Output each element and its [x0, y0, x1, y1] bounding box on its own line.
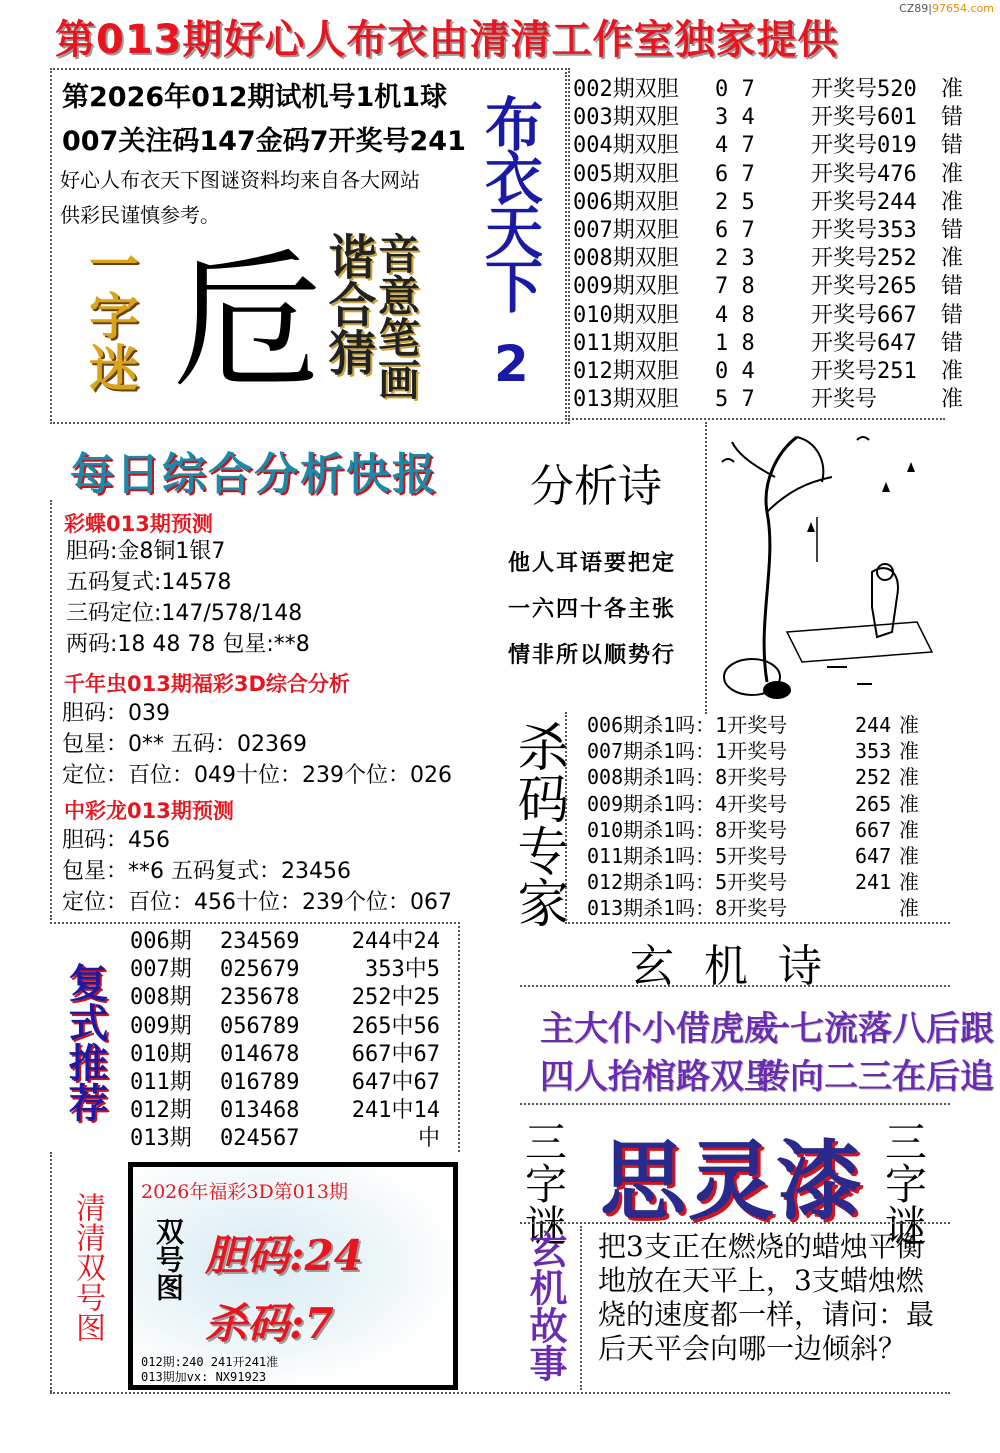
- shuangdan-issue: 004期双胆: [573, 133, 679, 159]
- shuangdan-result: 开奖号019: [811, 133, 917, 159]
- shuangdan-issue: 002期双胆: [573, 77, 679, 102]
- shuangdan-row: [573, 189, 963, 217]
- riddle-hint-col-2: 音意笔画: [372, 232, 421, 400]
- fushi-result: 667中67: [351, 1041, 440, 1067]
- shuangdan-mark: 准: [941, 161, 964, 187]
- shuangdan-result: 开奖号647: [811, 330, 917, 356]
- qingqing-label: 清清双号图: [70, 1192, 105, 1342]
- shuangdan-table: [565, 72, 964, 420]
- fushi-row: [130, 1125, 440, 1153]
- daily-report-banner: 每日综合分析快报: [70, 449, 438, 500]
- watermark-domain: 97654.com: [932, 2, 994, 15]
- shuangdan-issue: 008期双胆: [573, 246, 679, 272]
- zhongcai-line-3: 定位：百位：456十位：239个位：067: [62, 890, 452, 915]
- shama-mark: 准: [899, 765, 919, 790]
- shama-row: [587, 764, 919, 790]
- shuangdan-digits: 1 8: [715, 330, 755, 356]
- shuangdan-mark: 准: [941, 359, 964, 385]
- xuanji-line-1b: 一七流落八后跟: [756, 1009, 994, 1049]
- shuangdan-issue: 011期双胆: [573, 330, 679, 356]
- shuangdan-issue: 013期双胆: [573, 387, 679, 413]
- shuangdan-row: [573, 358, 963, 386]
- shuangdan-result: 开奖号265: [811, 274, 917, 300]
- shama-row: [587, 895, 919, 921]
- shuangdan-mark: 准: [941, 246, 964, 272]
- shuangdan-row: [573, 217, 963, 245]
- shuangdan-issue: 009期双胆: [573, 274, 679, 300]
- shuangdan-digits: 4 8: [715, 302, 755, 328]
- tree-figure-drawing: [707, 422, 947, 712]
- fushi-issue: 007期: [130, 957, 192, 983]
- shuangdan-mark: 错: [941, 302, 964, 328]
- shama-mark: 准: [899, 844, 919, 869]
- shama-issue: 013期杀1吗：8开奖号: [587, 896, 788, 921]
- shuangdan-row: [573, 132, 963, 160]
- shuangdan-result: 开奖号520: [811, 77, 917, 102]
- poem-title: 分析诗: [530, 461, 662, 512]
- shama-issue: 008期杀1吗：8开奖号: [587, 765, 788, 790]
- zhongcai-title: 中彩龙013期预测: [64, 799, 234, 823]
- shuangdan-mark: 错: [941, 274, 964, 300]
- shama-mark: 准: [899, 896, 919, 921]
- fushi-result: 353中5: [365, 957, 440, 983]
- shuangdan-result: 开奖号: [811, 387, 878, 413]
- fushi-result: 265中56: [351, 1013, 440, 1039]
- fushi-nums: 014678: [220, 1041, 300, 1067]
- shuangdan-row: [573, 386, 963, 414]
- card-dan: 胆码:24: [205, 1231, 363, 1280]
- shuangdan-result: 开奖号476: [811, 161, 917, 187]
- caidie-line-4: 两码:18 48 78 包星:**8: [66, 632, 310, 657]
- riddle-three-chars: 思灵漆: [600, 1132, 864, 1232]
- brand-number: 2: [494, 335, 529, 393]
- fushi-issue: 006期: [130, 929, 192, 954]
- shama-row: [587, 738, 919, 764]
- shuangdan-row: [573, 273, 963, 301]
- caidie-line-3: 三码定位:147/578/148: [66, 601, 303, 626]
- shuangdan-result: 开奖号353: [811, 218, 917, 244]
- shuangdan-mark: 准: [941, 387, 964, 413]
- fushi-nums: 056789: [220, 1013, 300, 1039]
- fushi-issue: 009期: [130, 1013, 192, 1039]
- shama-row: [587, 817, 919, 843]
- intro-note-1: 好心人布衣天下图谜资料均来自各大网站: [60, 168, 420, 192]
- fushi-nums: 016789: [220, 1070, 300, 1096]
- riddle-hint-col-1: 谐合猜: [320, 232, 376, 376]
- site-watermark[interactable]: CZ89|97654.com: [899, 2, 994, 15]
- watermark-cz: CZ89: [899, 2, 929, 15]
- intro-note-2: 供彩民谨慎参考。: [60, 203, 220, 227]
- riddle-one-char: 卮: [172, 236, 323, 410]
- fushi-issue: 011期: [130, 1070, 192, 1096]
- riddle-one-label: 一字迷: [81, 238, 139, 394]
- shama-num: 244: [855, 713, 892, 737]
- shama-row: [587, 791, 919, 817]
- fushi-issue: 008期: [130, 985, 192, 1011]
- shuangdan-result: 开奖号252: [811, 246, 917, 272]
- shuangdan-mark: 错: [941, 133, 964, 159]
- shama-row: [587, 869, 919, 895]
- zhongcai-line-2: 包星：**6 五码复式：23456: [62, 859, 351, 884]
- caidie-line-2: 五码复式:14578: [66, 570, 232, 595]
- shama-mark: 准: [899, 713, 919, 737]
- card-sha: 杀码:7: [205, 1299, 334, 1348]
- shuangdan-result: 开奖号667: [811, 302, 917, 328]
- fushi-row: [130, 984, 440, 1012]
- qiannian-line-1: 胆码：039: [62, 701, 170, 726]
- fushi-nums: 024567: [220, 1126, 300, 1152]
- xuanji-line-2b: 转向二三在后追: [756, 1057, 994, 1097]
- shuangdan-digits: 4 7: [715, 133, 755, 159]
- shuangdan-digits: 3 4: [715, 105, 755, 131]
- fushi-result: 252中25: [351, 985, 440, 1011]
- shuangdan-row: [573, 330, 963, 358]
- page-header: [0, 0, 1000, 66]
- shuangdan-mark: 准: [941, 189, 964, 215]
- shuangdan-mark: 错: [941, 218, 964, 244]
- riddle-three-label-right: 三字谜: [879, 1120, 928, 1246]
- shuangdan-issue: 007期双胆: [573, 218, 679, 244]
- shama-num: 241: [855, 870, 892, 895]
- story-divider: [580, 1226, 585, 1390]
- shama-row: [587, 843, 919, 869]
- shama-issue: 011期杀1吗：5开奖号: [587, 844, 788, 869]
- double-number-card: [128, 1162, 458, 1390]
- fushi-result: 647中67: [351, 1070, 440, 1096]
- shuangdan-digits: 6 7: [715, 161, 755, 187]
- card-foot-1: 012期:240 241开241准: [141, 1355, 279, 1369]
- shama-label: 杀码专家: [508, 720, 568, 928]
- shuangdan-mark: 错: [941, 105, 964, 131]
- shuangdan-result: 开奖号244: [811, 189, 917, 215]
- predictions-panel: [50, 500, 460, 920]
- xuanji-panel: [520, 985, 994, 1105]
- shuangdan-rows: [573, 76, 963, 414]
- shuangdan-digits: 2 3: [715, 246, 755, 272]
- shuangdan-digits: 6 7: [715, 218, 755, 244]
- fushi-issue: 012期: [130, 1098, 192, 1124]
- fushi-panel: [50, 922, 460, 1152]
- shama-mark: 准: [899, 791, 919, 816]
- fushi-row: [130, 928, 440, 956]
- qingqing-panel: [50, 1152, 120, 1392]
- shama-issue: 007期杀1吗：1开奖号: [587, 739, 788, 764]
- shuangdan-issue: 003期双胆: [573, 105, 679, 131]
- poem-line-3: 情非所以顺势行: [508, 643, 677, 668]
- shuangdan-digits: 2 5: [715, 189, 755, 215]
- story-panel: [520, 1222, 950, 1392]
- shama-mark: 准: [899, 739, 919, 764]
- fushi-issue: 013期: [130, 1126, 192, 1152]
- card-side-label: 双号图: [152, 1217, 185, 1301]
- xuanji-line-1a: 主大仆小借虎威: [540, 1009, 778, 1049]
- fushi-nums: 234569: [220, 929, 300, 954]
- shuangdan-row: [573, 302, 963, 330]
- shuangdan-issue: 010期双胆: [573, 302, 679, 328]
- fushi-label: 复式推荐: [62, 962, 108, 1122]
- shuangdan-digits: 0 4: [715, 359, 755, 385]
- xuanji-line-2a: 四人抬棺路双里: [540, 1057, 778, 1097]
- page-title: 第013期好心人布衣由清清工作室独家提供: [55, 17, 839, 63]
- fushi-issue: 010期: [130, 1041, 192, 1067]
- shuangdan-row: [573, 245, 963, 273]
- shuangdan-row: [573, 76, 963, 104]
- shuangdan-result: 开奖号251: [811, 359, 917, 385]
- poem-line-1: 他人耳语要把定: [508, 551, 677, 576]
- riddle-three-label-left: 三字谜: [519, 1120, 568, 1246]
- fushi-row: [130, 956, 440, 984]
- qiannian-title: 千年虫013期福彩3D综合分析: [64, 672, 350, 696]
- shuangdan-digits: 0 7: [715, 77, 755, 102]
- shuangdan-issue: 006期双胆: [573, 189, 679, 215]
- fushi-result: 244中24: [351, 929, 440, 954]
- fushi-nums: 235678: [220, 985, 300, 1011]
- fushi-row: [130, 1097, 440, 1125]
- shama-num: 647: [855, 844, 892, 869]
- shama-table: [565, 712, 950, 924]
- card-header: 2026年福彩3D第013期: [141, 1181, 348, 1203]
- shama-mark: 准: [899, 817, 919, 842]
- shuangdan-result: 开奖号601: [811, 105, 917, 131]
- shuangdan-digits: 7 8: [715, 274, 755, 300]
- brand-vertical-title: 布衣天下: [475, 94, 543, 310]
- shama-issue: 012期杀1吗：5开奖号: [587, 870, 788, 895]
- shama-num: 265: [855, 791, 892, 816]
- fushi-nums: 013468: [220, 1098, 300, 1124]
- story-text: 把3支正在燃烧的蜡烛平衡地放在天平上，3支蜡烛燃烧的速度都一样，请问：最后天平会向哪一边倾斜？: [598, 1230, 935, 1365]
- fushi-result: 中: [417, 1126, 440, 1152]
- shama-issue: 010期杀1吗：8开奖号: [587, 817, 788, 842]
- xuanji-title: 玄 机 诗: [630, 941, 830, 992]
- shama-rows: [587, 712, 919, 922]
- shuangdan-mark: 准: [941, 77, 964, 102]
- shama-num: 667: [855, 817, 892, 842]
- caidie-line-1: 胆码:金8铜1银7: [66, 539, 226, 564]
- zhongcai-line-1: 胆码：456: [62, 828, 170, 853]
- fushi-rows: [130, 928, 440, 1154]
- qiannian-line-3: 定位：百位：049十位：239个位：026: [62, 763, 452, 788]
- fushi-row: [130, 1013, 440, 1041]
- shama-mark: 准: [899, 870, 919, 895]
- shuangdan-mark: 错: [941, 330, 964, 356]
- card-foot-2: 013期加vx: NX91923: [141, 1370, 267, 1384]
- shuangdan-digits: 5 7: [715, 387, 755, 413]
- shama-issue: 009期杀1吗：4开奖号: [587, 791, 788, 816]
- shama-num: 353: [855, 739, 892, 764]
- fushi-result: 241中14: [351, 1098, 440, 1124]
- fushi-row: [130, 1041, 440, 1069]
- shuangdan-row: [573, 104, 963, 132]
- poem-line-2: 一六四十各主张: [508, 597, 677, 622]
- intro-line-2: 007关注码147金码7开奖号241: [62, 126, 466, 157]
- shama-num: 252: [855, 765, 892, 790]
- fushi-row: [130, 1069, 440, 1097]
- caidie-title: 彩蝶013期预测: [64, 512, 213, 536]
- shuangdan-issue: 012期双胆: [573, 359, 679, 385]
- shama-issue: 006期杀1吗：1开奖号: [587, 713, 788, 737]
- bottom-divider: [50, 1392, 950, 1394]
- story-label: 玄机故事: [523, 1230, 567, 1382]
- shuangdan-issue: 005期双胆: [573, 161, 679, 187]
- poem-illustration: [705, 422, 950, 714]
- qiannian-line-2: 包星：0** 五码：02369: [62, 732, 307, 757]
- shuangdan-row: [573, 161, 963, 189]
- shama-row: [587, 712, 919, 738]
- fushi-nums: 025679: [220, 957, 300, 983]
- intro-line-1: 第2026年012期试机号1机1球: [62, 82, 448, 113]
